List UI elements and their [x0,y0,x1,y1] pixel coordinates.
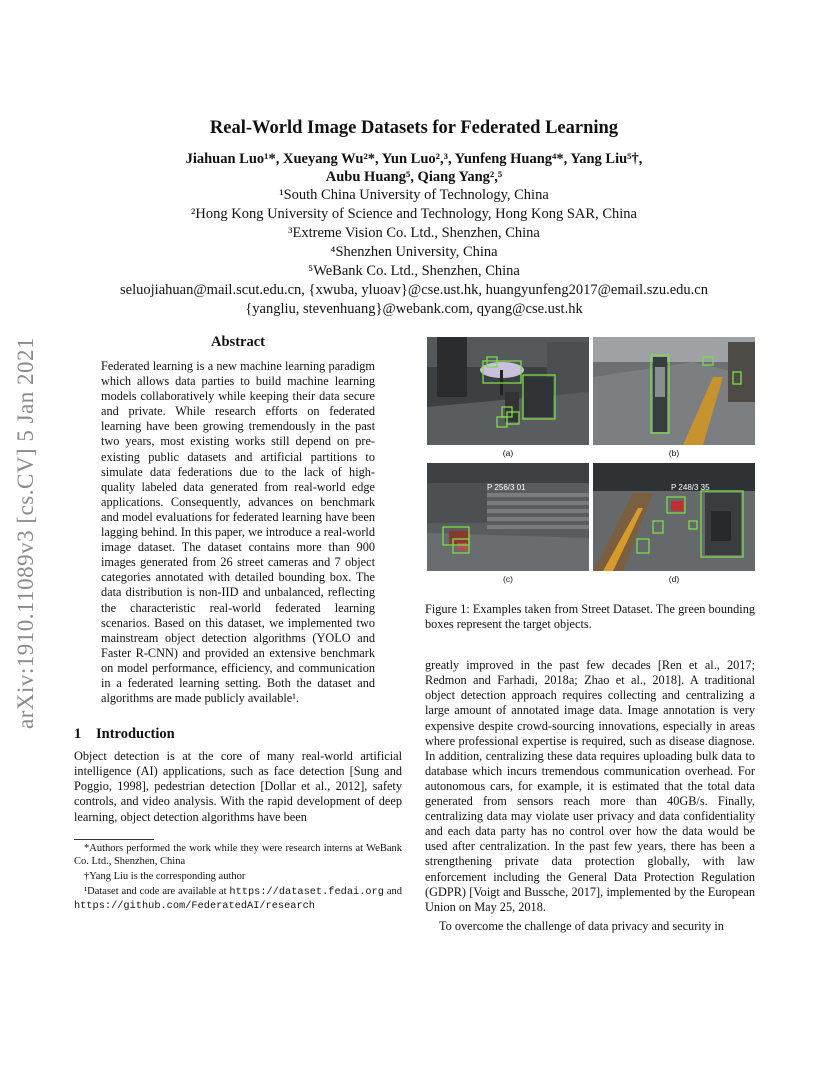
street-image-a [427,337,589,445]
introduction-text: Object detection is at the core of many real-world artificial intelligence (AI) applications, such as face detection [Sung and Poggio, 1998], pedestrian detection [Dollar et al., 2012], safety controls, and video analysis. With the rapid development of deep learning, object detection algorithms have been [74,749,402,824]
affiliation-5: ⁵WeBank Co. Ltd., Shenzhen, China [308,263,520,279]
affiliation-3: ³Extreme Vision Co. Ltd., Shenzhen, China [288,225,540,241]
paper-title: Real-World Image Datasets for Federated Learning [209,118,619,138]
affiliations [60,186,768,319]
emails-line-1: seluojiahuan@mail.scut.edu.cn, {xwuba, yluoav}@cse.ust.hk, huangyunfeng2017@email.szu.edu.cn [120,282,708,298]
abstract-text: Federated learning is a new machine learning paradigm which allows data parties to build machine learning models collaboratively while keeping their data secure and private. While research efforts on federated learning have been growing tremendously in the past two years, most existing works still depend on pre-existing public datasets and artificial partitions to simulate data federations due to the lack of high-quality labeled data generated from real-world edge applications. Consequently, advances on benchmark and model evaluations for federated learning have been lagging behind. In this paper, we introduce a real-world image dataset. The dataset contains more than 900 images generated from 26 street cameras and 7 object categories annotated with detailed bounding box. The data distribution is non-IID and unbalanced, reflecting the characteristic real-world federated learning scenarios. Based on this dataset, we implemented two mainstream object detection algorithms (YOLO and Faster R-CNN) and provided an extensive benchmark on model performance, efficiency, and communication in a federated learning setting. Both the dataset and algorithms are made publicly available¹. [101,359,375,706]
camera-overlay-c: P 256/3 01 [487,483,526,492]
introduction-heading [74,726,402,743]
body-paragraph-1: greatly improved in the past few decades [Ren et al., 2017; Redmon and Farhadi, 2018a; Zhao et al., 2018]. A traditional object detection approach requires collecting and centralizing a large amount of annotated image data. Image annotation is very expensive despite crowd-sourcing innovations, especially in areas where professional expertise is required, such as disease diagnose. In addition, centralizing these data requires uploading bulk data to database which incurs tremendous communication overhead. For autonomous cars, for example, it is estimated that the total data generated from sensors reach more than 40GB/s. Finally, centralizing data may violate user privacy and data confidentiality and each data party has no control over how the data would be used after centralization. In the past few years, there has been a strengthening private data protection globally, with law enforcement including the General Data Protection Regulation (GDPR) [Voigt and Bussche, 2017], implemented by the European Union on May 25, 2018. [425,658,755,914]
section-title: Introduction [96,726,175,743]
left-column [74,334,402,913]
arxiv-id: arXiv:1910.11089v3 [cs.CV] 5 Jan 2021 [13,337,38,729]
footnote-rule [74,839,154,840]
figure-1 [425,334,755,596]
footnote-star: *Authors performed the work while they were research interns at WeBank Co. Ltd., Shenzhen, China [74,842,402,867]
camera-overlay-d: P 248/3 35 [671,483,710,492]
figure-panel-d [593,463,755,571]
street-image-c [427,463,589,571]
authors-line-1: Jiahuan Luo¹*, Xueyang Wu²*, Yun Luo²,³, Yunfeng Huang⁴*, Yang Liu⁵†, [185,151,643,167]
figure-label-b: (b) [668,448,680,458]
footnote-one [74,885,402,913]
affiliation-4: ⁴Shenzhen University, China [330,244,498,260]
footnote-one-and: and [383,885,402,897]
section-number: 1 [74,726,82,743]
street-image-d [593,463,755,571]
figure-panel-a [427,337,589,445]
figure-label-a: (a) [502,448,514,458]
figure-panel-c [427,463,589,571]
figure-label-c: (c) [503,574,513,584]
affiliation-1: ¹South China University of Technology, China [279,187,549,203]
footnote-dagger: †Yang Liu is the corresponding author [84,870,246,882]
dataset-link[interactable]: https://dataset.fedai.org [229,885,384,898]
footnote-one-prefix: ¹Dataset and code are available at [84,885,230,897]
arxiv-sidebar [6,303,46,763]
github-link[interactable]: https://github.com/FederatedAI/research [74,899,315,912]
right-column [425,334,755,934]
authors-line-2: Aubu Huang⁵, Qiang Yang²,⁵ [325,169,503,185]
figure-panel-b [593,337,755,445]
figure-label-d: (d) [668,574,680,584]
emails-line-2: {yangliu, stevenhuang}@webank.com, qyang@cse.ust.hk [245,301,583,317]
abstract-heading: Abstract [211,334,265,350]
body-paragraph-2: To overcome the challenge of data privacy and security in [439,918,724,933]
figure-caption: Figure 1: Examples taken from Street Dataset. The green bounding boxes represent the target objects. [425,602,755,632]
street-image-b [593,337,755,445]
affiliation-2: ²Hong Kong University of Science and Technology, Hong Kong SAR, China [191,206,637,222]
author-list [100,150,728,186]
